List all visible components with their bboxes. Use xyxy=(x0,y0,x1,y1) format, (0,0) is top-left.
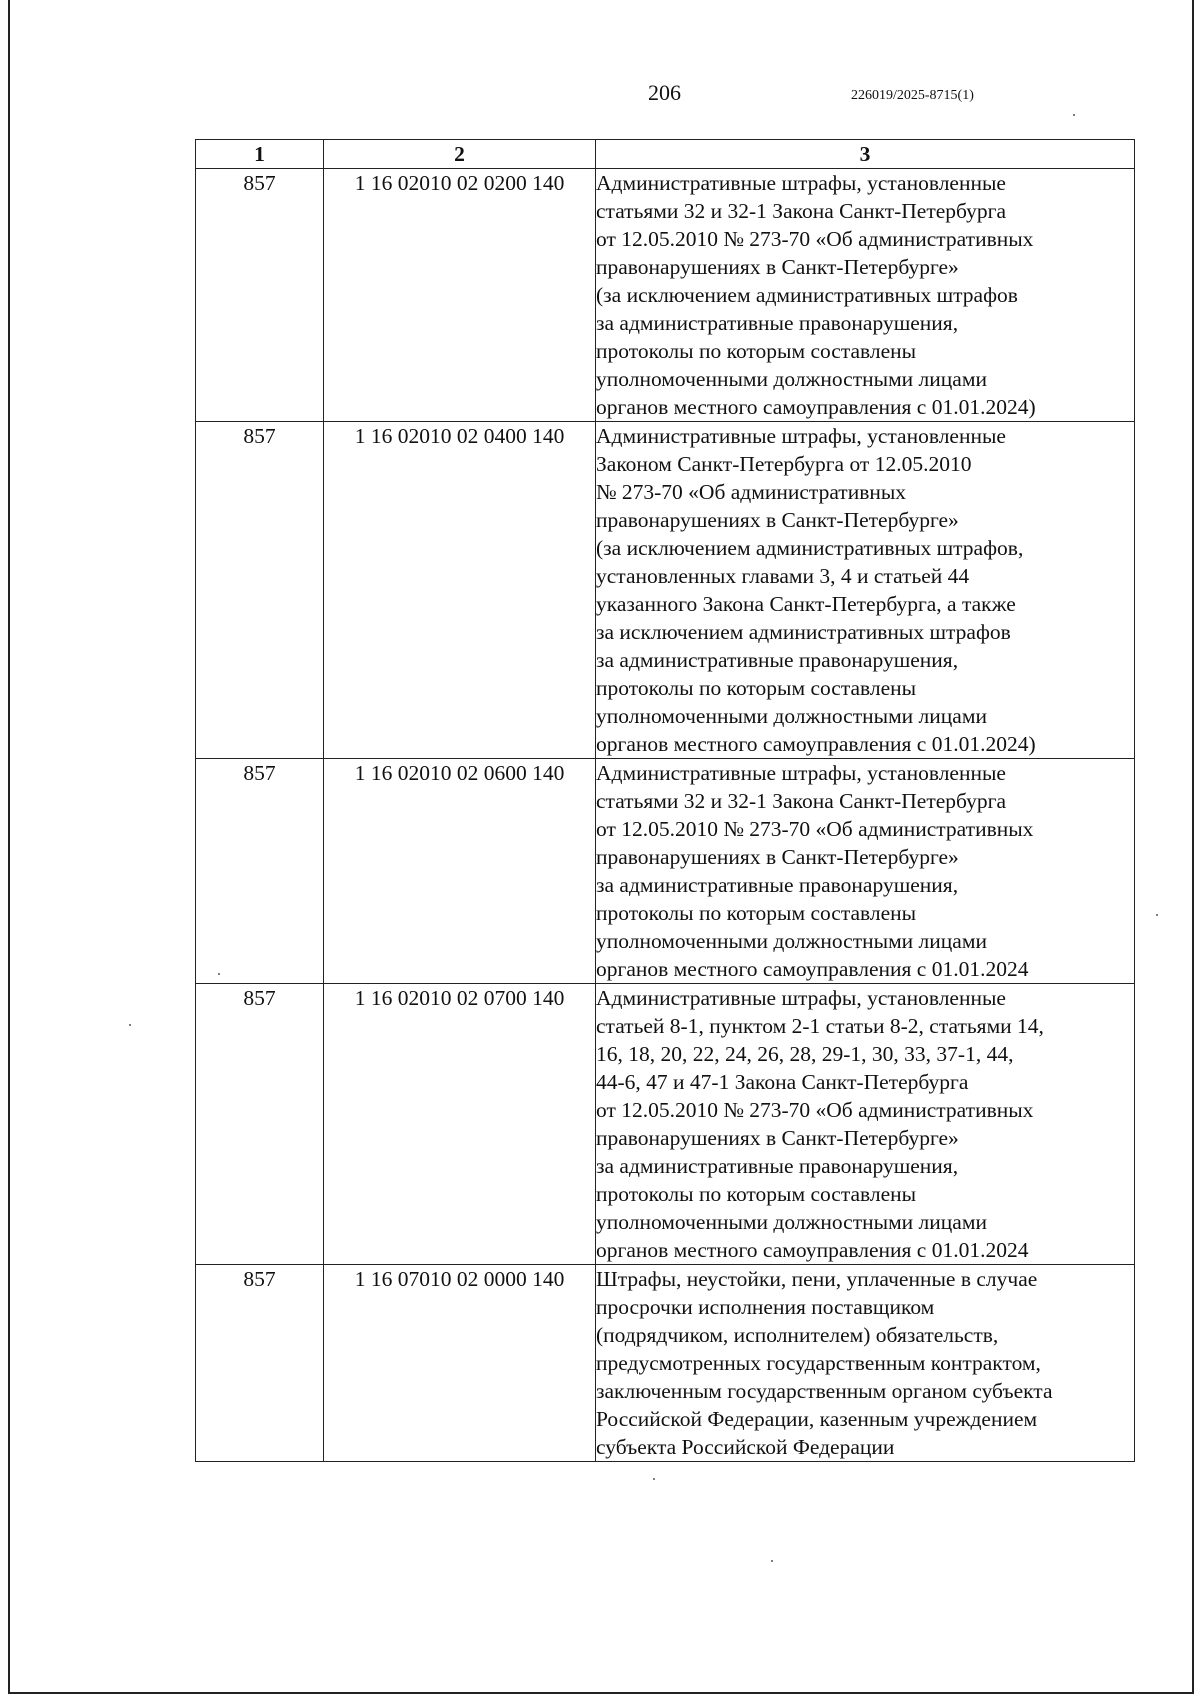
row-number-cell: 857 xyxy=(196,984,324,1265)
description-line: протоколы по которым составлены xyxy=(596,1182,917,1206)
description-cell xyxy=(596,759,1135,984)
description-line: заключенным государственным органом субъекта xyxy=(596,1379,1053,1403)
description-line: (за исключением административных штрафов xyxy=(596,283,1018,307)
description-line: просрочки исполнения поставщиком xyxy=(596,1295,935,1319)
description-cell xyxy=(596,169,1135,422)
description-line: Российской Федерации, казенным учреждением xyxy=(596,1407,1038,1431)
description-line: правонарушениях в Санкт-Петербурге» xyxy=(596,255,959,279)
scan-speck xyxy=(129,1024,131,1026)
column-header-2: 2 xyxy=(324,140,596,169)
description-line: за исключением административных штрафов xyxy=(596,620,1011,644)
description-line: Законом Санкт-Петербурга от 12.05.2010 xyxy=(596,452,972,476)
column-header-3: 3 xyxy=(596,140,1135,169)
budget-code-cell: 1 16 02010 02 0600 140 xyxy=(324,759,596,984)
column-header-1: 1 xyxy=(196,140,324,169)
description-line: предусмотренных государственным контрактом, xyxy=(596,1351,1041,1375)
description-line: уполномоченными должностными лицами xyxy=(596,367,987,391)
budget-codes-table xyxy=(195,139,1135,1462)
description-line: от 12.05.2010 № 273-70 «Об административных xyxy=(596,1098,1034,1122)
table-row xyxy=(196,984,1135,1265)
table-row xyxy=(196,422,1135,759)
description-line: органов местного самоуправления с 01.01.2024 xyxy=(596,1238,1029,1262)
document-reference: 226019/2025-8715(1) xyxy=(851,88,974,103)
description-cell xyxy=(596,984,1135,1265)
table-header-row xyxy=(196,140,1135,169)
description-line: за административные правонарушения, xyxy=(596,648,959,672)
description-line: протоколы по которым составлены xyxy=(596,901,917,925)
description-line: за административные правонарушения, xyxy=(596,311,959,335)
description-line: уполномоченными должностными лицами xyxy=(596,1210,987,1234)
description-line: субъекта Российской Федерации xyxy=(596,1435,895,1459)
description-line: статьями 32 и 32-1 Закона Санкт-Петербурга xyxy=(596,789,1006,813)
description-line: 16, 18, 20, 22, 24, 26, 28, 29-1, 30, 33, 37-1, 44, xyxy=(596,1042,1014,1066)
description-line: Административные штрафы, установленные xyxy=(596,761,1006,785)
description-line: Штрафы, неустойки, пени, уплаченные в случае xyxy=(596,1267,1038,1291)
scan-speck xyxy=(1073,114,1075,116)
description-line: органов местного самоуправления с 01.01.2024) xyxy=(596,395,1036,419)
row-number-cell: 857 xyxy=(196,169,324,422)
description-line: уполномоченными должностными лицами xyxy=(596,704,987,728)
description-line: органов местного самоуправления с 01.01.2024 xyxy=(596,957,1029,981)
description-line: от 12.05.2010 № 273-70 «Об административных xyxy=(596,227,1034,251)
description-line: (подрядчиком, исполнителем) обязательств, xyxy=(596,1323,999,1347)
description-line: статьями 32 и 32-1 Закона Санкт-Петербурга xyxy=(596,199,1006,223)
row-number-cell: 857 xyxy=(196,759,324,984)
scan-speck xyxy=(653,1478,655,1480)
description-line: Административные штрафы, установленные xyxy=(596,171,1006,195)
budget-code-cell: 1 16 07010 02 0000 140 xyxy=(324,1265,596,1462)
description-line: установленных главами 3, 4 и статьей 44 xyxy=(596,564,970,588)
scan-speck xyxy=(1156,914,1158,916)
description-line: органов местного самоуправления с 01.01.2024) xyxy=(596,732,1036,756)
description-line: протоколы по которым составлены xyxy=(596,676,917,700)
description-cell xyxy=(596,422,1135,759)
scan-speck xyxy=(771,1560,773,1562)
budget-code-cell: 1 16 02010 02 0400 140 xyxy=(324,422,596,759)
description-line: протоколы по которым составлены xyxy=(596,339,917,363)
table-row xyxy=(196,759,1135,984)
description-line: (за исключением административных штрафов, xyxy=(596,536,1024,560)
description-line: 44-6, 47 и 47-1 Закона Санкт-Петербурга xyxy=(596,1070,969,1094)
description-cell xyxy=(596,1265,1135,1462)
budget-code-cell: 1 16 02010 02 0200 140 xyxy=(324,169,596,422)
table-row xyxy=(196,1265,1135,1462)
description-line: правонарушениях в Санкт-Петербурге» xyxy=(596,845,959,869)
description-line: за административные правонарушения, xyxy=(596,1154,959,1178)
description-line: указанного Закона Санкт-Петербурга, а также xyxy=(596,592,1016,616)
description-line: уполномоченными должностными лицами xyxy=(596,929,987,953)
description-line: правонарушениях в Санкт-Петербурге» xyxy=(596,1126,959,1150)
scan-speck xyxy=(218,973,220,975)
description-line: статьей 8-1, пунктом 2-1 статьи 8-2, статьями 14, xyxy=(596,1014,1044,1038)
description-line: правонарушениях в Санкт-Петербурге» xyxy=(596,508,959,532)
description-line: № 273-70 «Об административных xyxy=(596,480,907,504)
row-number-cell: 857 xyxy=(196,1265,324,1462)
budget-code-cell: 1 16 02010 02 0700 140 xyxy=(324,984,596,1265)
table-body xyxy=(196,169,1135,1462)
description-line: Административные штрафы, установленные xyxy=(596,424,1006,448)
row-number-cell: 857 xyxy=(196,422,324,759)
description-line: Административные штрафы, установленные xyxy=(596,986,1006,1010)
description-line: от 12.05.2010 № 273-70 «Об административных xyxy=(596,817,1034,841)
table-row xyxy=(196,169,1135,422)
description-line: за административные правонарушения, xyxy=(596,873,959,897)
page-number: 206 xyxy=(648,80,681,105)
